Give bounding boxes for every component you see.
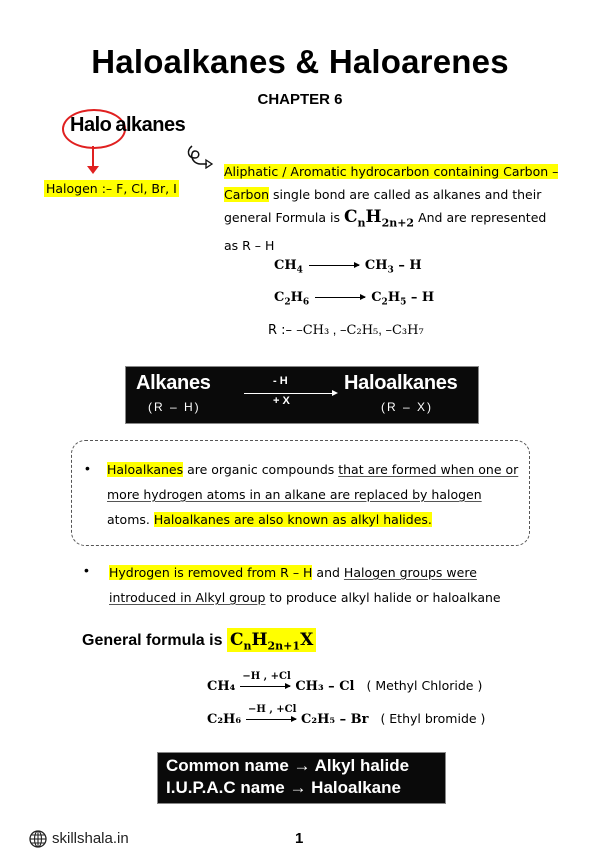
haloalkanes-label: Haloalkanes [344, 372, 458, 394]
general-formula-line: General formula is $C_nH_{2n+1}X$ [82, 630, 316, 652]
r-groups-list: R :– –CH₃ , –C₂H₅, –C₃H₇ [268, 322, 424, 338]
alkane-reaction-2: $C_2H_6$ $C_2H_5$ – H [274, 290, 435, 308]
arrow-bottom-label: + X [273, 395, 290, 407]
common-name: Common name → Alkyl halide [166, 756, 410, 775]
chapter-label: CHAPTER 6 [257, 91, 343, 108]
description-text-end: And are represented as R – H [224, 210, 547, 254]
page-title: Haloalkanes & Haloarenes [91, 43, 509, 80]
haloalkanes-formula: (R – X) [381, 400, 434, 414]
halo-reaction-1: CH₄ −H , +Cl CH₃ – Cl ( Methyl Chloride ) [207, 671, 483, 694]
hydrogen-removal-note: Hydrogen is removed from R – H and Halogen groups were introduced in Alkyl group to produce alkyl halide or haloalkane [109, 565, 501, 605]
alkanes-formula: (R – H) [148, 400, 201, 414]
names-box [157, 752, 446, 804]
page-number: 1 [295, 830, 304, 847]
halo-part: Halo [70, 114, 112, 136]
curved-arrow-icon [186, 143, 214, 169]
alkane-reaction-1: $CH_4$ $CH_3$ – H [274, 258, 422, 276]
bullet: • [84, 562, 89, 578]
conversion-arrow-right-icon [332, 390, 338, 396]
reaction-arrow-icon [309, 265, 359, 266]
description-text: single bond are called as alkanes and their general Formula is [224, 187, 542, 225]
reaction-arrow-icon: −H , +Cl [246, 719, 296, 720]
alkane-general-formula: $C_nH_{2n+2}$ [343, 207, 415, 230]
halo-reaction-2: C₂H₆ −H , +Cl C₂H₅ – Br ( Ethyl bromide ) [207, 704, 486, 727]
bullet: • [85, 460, 90, 476]
haloalkane-general-formula: $C_nH_{2n+1}X$ [227, 628, 316, 652]
reaction-arrow-icon [315, 297, 365, 298]
haloalkane-definition: Haloalkanes are organic compounds that are formed when one or more hydrogen atoms in an alkane are replaced by halogen atoms. Haloalkanes are also known as alkyl halides. [107, 462, 519, 527]
reaction-arrow-icon: −H , +Cl [240, 686, 290, 687]
red-arrow-shaft [92, 146, 94, 168]
iupac-name: I.U.P.A.C name → Haloalkane [166, 778, 401, 797]
website-link[interactable]: skillshala.in [52, 830, 129, 847]
description-highlight: Aliphatic / Aromatic hydrocarbon containing Carbon – Carbon [224, 164, 559, 202]
alkanes-label: Alkanes [136, 372, 211, 394]
halo-alkanes-heading [70, 114, 185, 137]
halogen-list: Halogen :– F, Cl, Br, I [46, 181, 177, 196]
alkane-description [224, 160, 559, 257]
alkane-to-haloalkane-box [125, 366, 479, 424]
conversion-arrow-shaft [244, 393, 334, 394]
red-arrow-down-icon [87, 166, 99, 174]
arrow-top-label: - H [273, 375, 288, 387]
alkanes-part: alkanes [115, 114, 186, 136]
globe-icon [29, 830, 47, 848]
